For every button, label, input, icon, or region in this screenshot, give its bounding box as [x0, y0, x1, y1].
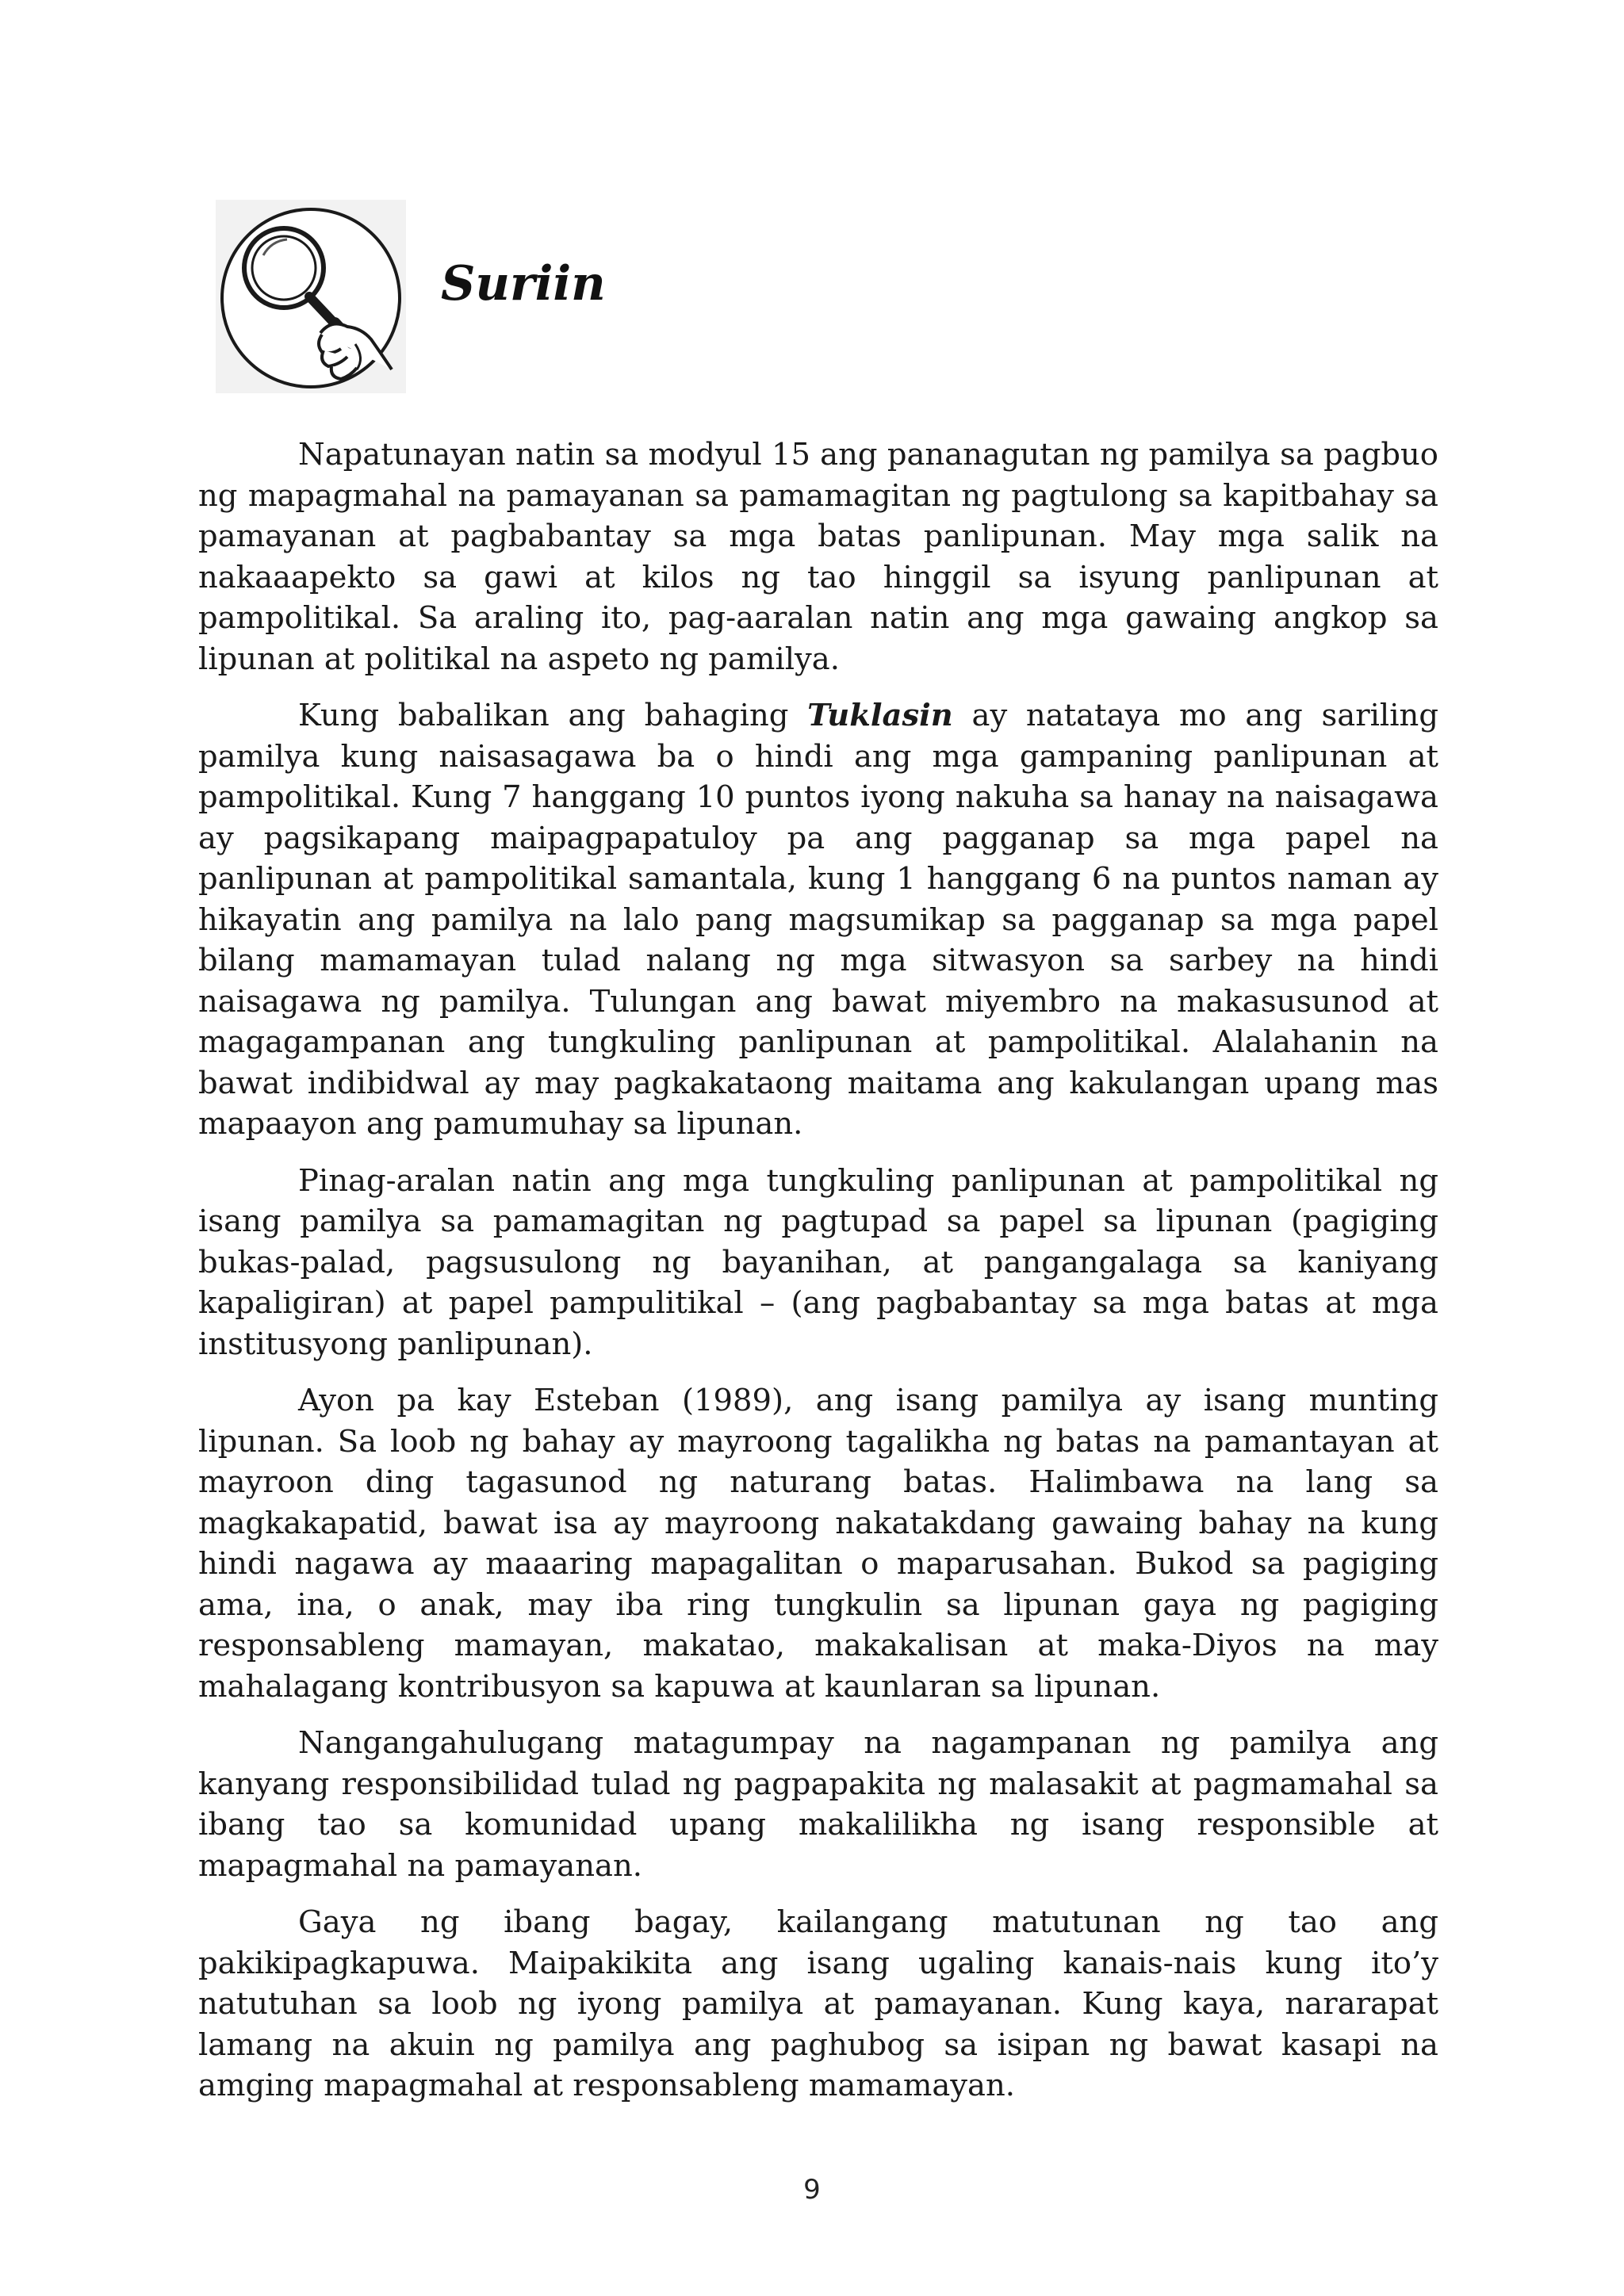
emphasized-term: Tuklasin [807, 698, 953, 733]
paragraph: Pinag-aralan natin ang mga tungkuling panlipunan at pampolitikal ng isang pamilya sa pamamagitan ng pagtupad sa papel sa lipunan (pagiging bukas-palad, pagsusulong ng bayanihan, at pangangalaga sa kaniyang kapaligiran) at papel pampulitikal – (ang pagbabantay sa mga batas at mga institusyong panlipunan). [198, 1162, 1438, 1362]
body-text [198, 434, 1438, 2122]
paragraph-text: ay natataya mo ang sariling pamilya kung naisasagawa ba o hindi ang mga gampaning panlipunan at pampolitikal. Kung 7 hanggang 10 puntos iyong nakuha sa hanay na naisagawa ay pagsikapang maipagpapatuloy pa ang pagganap sa mga papel na panlipunan at pampolitikal samantala, kung 1 hanggang 6 na puntos naman ay hikayatin ang pamilya na lalo pang magsumikap sa pagganap sa mga papel bilang mamamayan tulad nalang ng mga sitwasyon sa sarbey na hindi naisagawa ng pamilya. Tulungan ang bawat miyembro na makasusunod at magagampanan ang tungkuling panlipunan at pampolitikal. Alalahanin na bawat indibidwal ay may pagkakataong maitama ang kakulangan upang mas mapaayon ang pamumuhay sa lipunan. [198, 698, 1438, 1142]
paragraph: Nangangahulugang matagumpay na nagampanan ng pamilya ang kanyang responsibilidad tulad ng pagpapakita ng malasakit at pagmamahal sa ibang tao sa komunidad upang makalilikha ng isang responsible at mapagmahal na pamayanan. [198, 1725, 1438, 1884]
page-number: 9 [803, 2174, 821, 2206]
paragraph: Napatunayan natin sa modyul 15 ang pananagutan ng pamilya sa pagbuo ng mapagmahal na pamayanan sa pamamagitan ng pagtulong sa kapitbahay sa pamayanan at pagbabantay sa mga batas panlipunan. May mga salik na nakaaapekto sa gawi at kilos ng tao hinggil sa isyung panlipunan at pampolitikal. Sa araling ito, pag-aaralan natin ang mga gawaing angkop sa lipunan at politikal na aspeto ng pamilya. [198, 437, 1438, 677]
paragraph: Gaya ng ibang bagay, kailangang matutunan ng tao ang pakikipagkapuwa. Maipakikita ang isang ugaling kanais-nais kung ito’y natutuhan sa loob ng iyong pamilya at pamayanan. Kung kaya, nararapat lamang na akuin ng pamilya ang paghubog sa isipan ng bawat kasapi na amging mapagmahal at responsableng mamamayan. [198, 1904, 1438, 2103]
paragraph [198, 695, 1438, 1145]
section-title: Suriin [441, 256, 606, 312]
paragraph: Ayon pa kay Esteban (1989), ang isang pamilya ay isang munting lipunan. Sa loob ng bahay ay mayroong tagalikha ng batas na pamantayan at mayroon ding tagasunod ng naturang batas. Halimbawa na lang sa magkakapatid, bawat isa ay mayroong nakatakdang gawaing bahay na kung hindi nagawa ay maaaring mapagalitan o maparusahan. Bukod sa pagiging ama, ina, o anak, may iba ring tungkulin sa lipunan gaya ng pagiging responsableng mamayan, makatao, makakalisan at maka-Diyos na may mahalagang kontribusyon sa kapuwa at kaunlaran sa lipunan. [198, 1383, 1438, 1705]
magnifying-glass-in-hand-icon [216, 200, 406, 393]
paragraph-text: Kung babalikan ang bahaging [298, 698, 808, 733]
